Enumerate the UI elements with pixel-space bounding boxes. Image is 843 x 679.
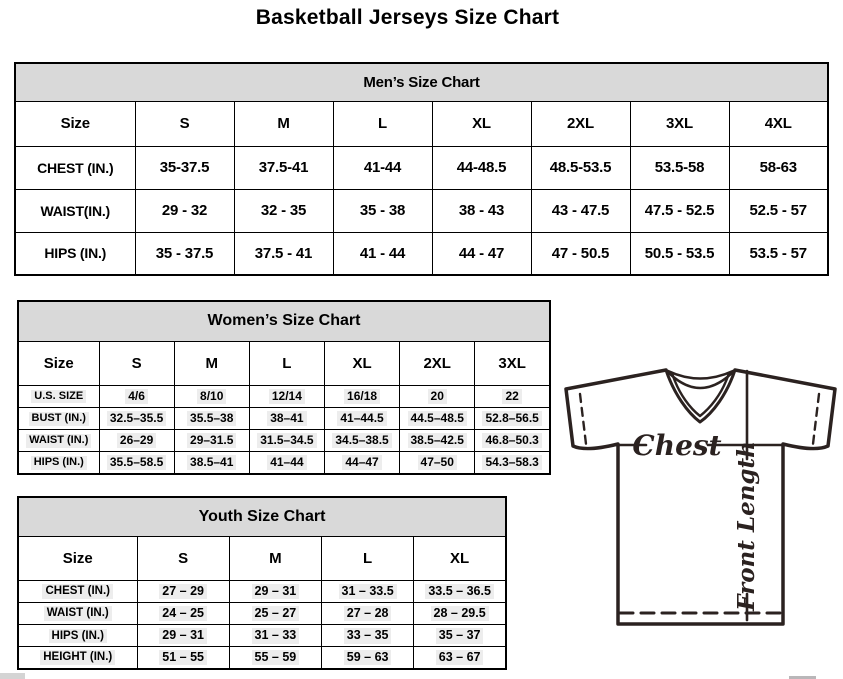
size-value-cell xyxy=(174,452,249,474)
size-value-cell: 37.5-41 xyxy=(234,146,333,189)
size-value-cell xyxy=(249,452,324,474)
size-value-cell xyxy=(322,647,414,669)
size-value-cell xyxy=(99,385,174,407)
size-value-cell xyxy=(414,580,506,602)
row-label: HIPS (IN.) xyxy=(15,232,135,275)
size-value-cell: 35 - 37.5 xyxy=(135,232,234,275)
highlighted-value: 59 – 63 xyxy=(344,650,392,666)
highlighted-value: U.S. SIZE xyxy=(31,390,86,404)
column-header: Size xyxy=(15,101,135,146)
column-header: S xyxy=(137,536,229,580)
size-value-cell xyxy=(324,452,399,474)
column-header: Size xyxy=(18,341,99,385)
table-title: Youth Size Chart xyxy=(18,497,506,536)
size-value-cell xyxy=(475,452,550,474)
size-value-cell xyxy=(414,647,506,669)
table-title: Women’s Size Chart xyxy=(18,301,550,341)
size-value-cell xyxy=(99,408,174,430)
page-title: Basketball Jerseys Size Chart xyxy=(255,6,560,29)
highlighted-value: 27 – 28 xyxy=(344,606,392,622)
column-header: XL xyxy=(414,536,506,580)
size-value-cell xyxy=(137,625,229,647)
size-value-cell: 41-44 xyxy=(333,146,432,189)
size-value-cell xyxy=(324,430,399,452)
highlighted-value: 35 – 37 xyxy=(436,628,484,644)
highlighted-value: 34.5–38.5 xyxy=(332,433,391,448)
size-value-cell xyxy=(229,603,321,625)
highlighted-value: HIPS (IN.) xyxy=(49,629,107,643)
size-value-cell xyxy=(400,385,475,407)
table-title-band xyxy=(18,497,506,536)
highlighted-value: HIPS (IN.) xyxy=(31,456,87,470)
size-value-cell: 47.5 - 52.5 xyxy=(630,189,729,232)
size-value-cell xyxy=(174,430,249,452)
row-label xyxy=(18,408,99,430)
size-value-cell xyxy=(475,385,550,407)
scrollbar-fragment[interactable] xyxy=(0,673,25,679)
column-header: L xyxy=(249,341,324,385)
size-value-cell: 35 - 38 xyxy=(333,189,432,232)
womens-size-chart-table xyxy=(17,300,551,475)
jersey-outline-icon xyxy=(566,370,835,624)
size-value-cell xyxy=(322,625,414,647)
size-value-cell xyxy=(322,580,414,602)
size-value-cell xyxy=(414,603,506,625)
size-value-cell: 38 - 43 xyxy=(432,189,531,232)
row-label xyxy=(18,647,137,669)
left-cuff-stitch-icon xyxy=(580,394,586,444)
highlighted-value: 29 – 31 xyxy=(159,628,207,644)
highlighted-value: 32.5–35.5 xyxy=(107,411,166,426)
size-value-cell: 41 - 44 xyxy=(333,232,432,275)
size-value-cell xyxy=(249,385,324,407)
size-value-cell: 48.5-53.5 xyxy=(531,146,630,189)
highlighted-value: CHEST (IN.) xyxy=(42,584,113,598)
size-value-cell: 29 - 32 xyxy=(135,189,234,232)
size-value-cell: 47 - 50.5 xyxy=(531,232,630,275)
highlighted-value: 51 – 55 xyxy=(159,650,207,666)
column-header: XL xyxy=(324,341,399,385)
row-label: WAIST(IN.) xyxy=(15,189,135,232)
size-value-cell xyxy=(249,430,324,452)
size-value-cell xyxy=(475,430,550,452)
size-value-cell xyxy=(99,452,174,474)
column-header: XL xyxy=(432,101,531,146)
highlighted-value: 38.5–42.5 xyxy=(408,433,467,448)
column-header: 3XL xyxy=(630,101,729,146)
table-row xyxy=(18,452,550,474)
highlighted-value: 38.5–41 xyxy=(187,455,236,470)
row-label xyxy=(18,625,137,647)
size-value-cell xyxy=(400,408,475,430)
highlighted-value: WAIST (IN.) xyxy=(26,434,91,448)
row-label xyxy=(18,603,137,625)
highlighted-value: 41–44.5 xyxy=(337,411,386,426)
highlighted-value: 25 – 27 xyxy=(252,606,300,622)
size-value-cell xyxy=(99,430,174,452)
jersey-measurement-diagram xyxy=(556,356,843,648)
size-header-row xyxy=(18,536,506,580)
highlighted-value: 8/10 xyxy=(197,389,226,404)
column-header: 3XL xyxy=(475,341,550,385)
size-value-cell: 35-37.5 xyxy=(135,146,234,189)
jersey-collar-icon xyxy=(668,371,733,379)
table-row xyxy=(18,430,550,452)
size-value-cell xyxy=(322,603,414,625)
highlighted-value: 41–44 xyxy=(267,455,306,470)
highlighted-value: 47–50 xyxy=(418,455,457,470)
highlighted-value: 35.5–38 xyxy=(187,411,236,426)
size-value-cell xyxy=(229,580,321,602)
size-value-cell: 58-63 xyxy=(729,146,828,189)
highlighted-value: 28 – 29.5 xyxy=(431,606,489,622)
size-header-row xyxy=(15,101,828,146)
row-label: CHEST (IN.) xyxy=(15,146,135,189)
table-title: Men’s Size Chart xyxy=(15,63,828,101)
highlighted-value: 31.5–34.5 xyxy=(257,433,316,448)
column-header: M xyxy=(174,341,249,385)
size-value-cell xyxy=(174,385,249,407)
column-header: S xyxy=(99,341,174,385)
highlighted-value: 52.8–56.5 xyxy=(482,411,541,426)
highlighted-value: 29–31.5 xyxy=(187,433,236,448)
right-cuff-stitch-icon xyxy=(813,394,819,444)
highlighted-value: 20 xyxy=(428,389,447,404)
highlighted-value: 16/18 xyxy=(344,389,380,404)
highlighted-value: 44.5–48.5 xyxy=(408,411,467,426)
highlighted-value: 38–41 xyxy=(267,411,306,426)
size-value-cell xyxy=(174,408,249,430)
table-row xyxy=(18,580,506,602)
highlighted-value: 55 – 59 xyxy=(252,650,300,666)
size-value-cell: 50.5 - 53.5 xyxy=(630,232,729,275)
youth-size-chart-table xyxy=(17,496,507,670)
highlighted-value: 31 – 33 xyxy=(252,628,300,644)
column-header: M xyxy=(229,536,321,580)
highlighted-value: 12/14 xyxy=(269,389,305,404)
front-length-label: Front Length xyxy=(733,441,760,611)
column-header: L xyxy=(322,536,414,580)
size-value-cell: 52.5 - 57 xyxy=(729,189,828,232)
table-row xyxy=(18,625,506,647)
size-value-cell xyxy=(475,408,550,430)
size-value-cell: 44-48.5 xyxy=(432,146,531,189)
highlighted-value: 27 – 29 xyxy=(159,584,207,600)
table-row xyxy=(18,408,550,430)
table-row xyxy=(18,385,550,407)
highlighted-value: 33.5 – 36.5 xyxy=(425,584,494,600)
size-value-cell: 44 - 47 xyxy=(432,232,531,275)
size-value-cell: 32 - 35 xyxy=(234,189,333,232)
chest-label: Chest xyxy=(632,429,722,462)
size-value-cell xyxy=(324,385,399,407)
size-value-cell xyxy=(137,580,229,602)
size-value-cell: 43 - 47.5 xyxy=(531,189,630,232)
highlighted-value: 31 – 33.5 xyxy=(339,584,397,600)
table-row xyxy=(15,232,828,275)
mens-size-chart-table xyxy=(14,62,829,276)
highlighted-value: 4/6 xyxy=(125,389,148,404)
table-title-band xyxy=(18,301,550,341)
size-value-cell xyxy=(137,647,229,669)
highlighted-value: 54.3–58.3 xyxy=(482,455,541,470)
highlighted-value: 24 – 25 xyxy=(159,606,207,622)
size-value-cell xyxy=(229,647,321,669)
highlighted-value: HEIGHT (IN.) xyxy=(40,650,115,664)
table-title-band xyxy=(15,63,828,101)
size-value-cell xyxy=(137,603,229,625)
size-value-cell xyxy=(414,625,506,647)
column-header: 2XL xyxy=(400,341,475,385)
highlighted-value: 33 – 35 xyxy=(344,628,392,644)
highlighted-value: WAIST (IN.) xyxy=(44,606,112,620)
table-row xyxy=(18,603,506,625)
highlighted-value: 63 – 67 xyxy=(436,650,484,666)
column-header: 2XL xyxy=(531,101,630,146)
column-header: L xyxy=(333,101,432,146)
column-header: M xyxy=(234,101,333,146)
size-header-row xyxy=(18,341,550,385)
row-label xyxy=(18,452,99,474)
size-value-cell xyxy=(324,408,399,430)
highlighted-value: 35.5–58.5 xyxy=(107,455,166,470)
table-row xyxy=(15,189,828,232)
size-value-cell xyxy=(249,408,324,430)
highlighted-value: 22 xyxy=(502,389,521,404)
row-label xyxy=(18,385,99,407)
table-row xyxy=(18,647,506,669)
size-value-cell: 53.5 - 57 xyxy=(729,232,828,275)
row-label xyxy=(18,430,99,452)
size-value-cell xyxy=(229,625,321,647)
highlighted-value: 44–47 xyxy=(342,455,381,470)
size-value-cell: 53.5-58 xyxy=(630,146,729,189)
size-value-cell xyxy=(400,452,475,474)
column-header: S xyxy=(135,101,234,146)
size-value-cell: 37.5 - 41 xyxy=(234,232,333,275)
column-header: 4XL xyxy=(729,101,828,146)
highlighted-value: 26–29 xyxy=(117,433,156,448)
size-value-cell xyxy=(400,430,475,452)
highlighted-value: 46.8–50.3 xyxy=(482,433,541,448)
highlighted-value: BUST (IN.) xyxy=(29,412,89,426)
table-row xyxy=(15,146,828,189)
column-header: Size xyxy=(18,536,137,580)
highlighted-value: 29 – 31 xyxy=(252,584,300,600)
row-label xyxy=(18,580,137,602)
